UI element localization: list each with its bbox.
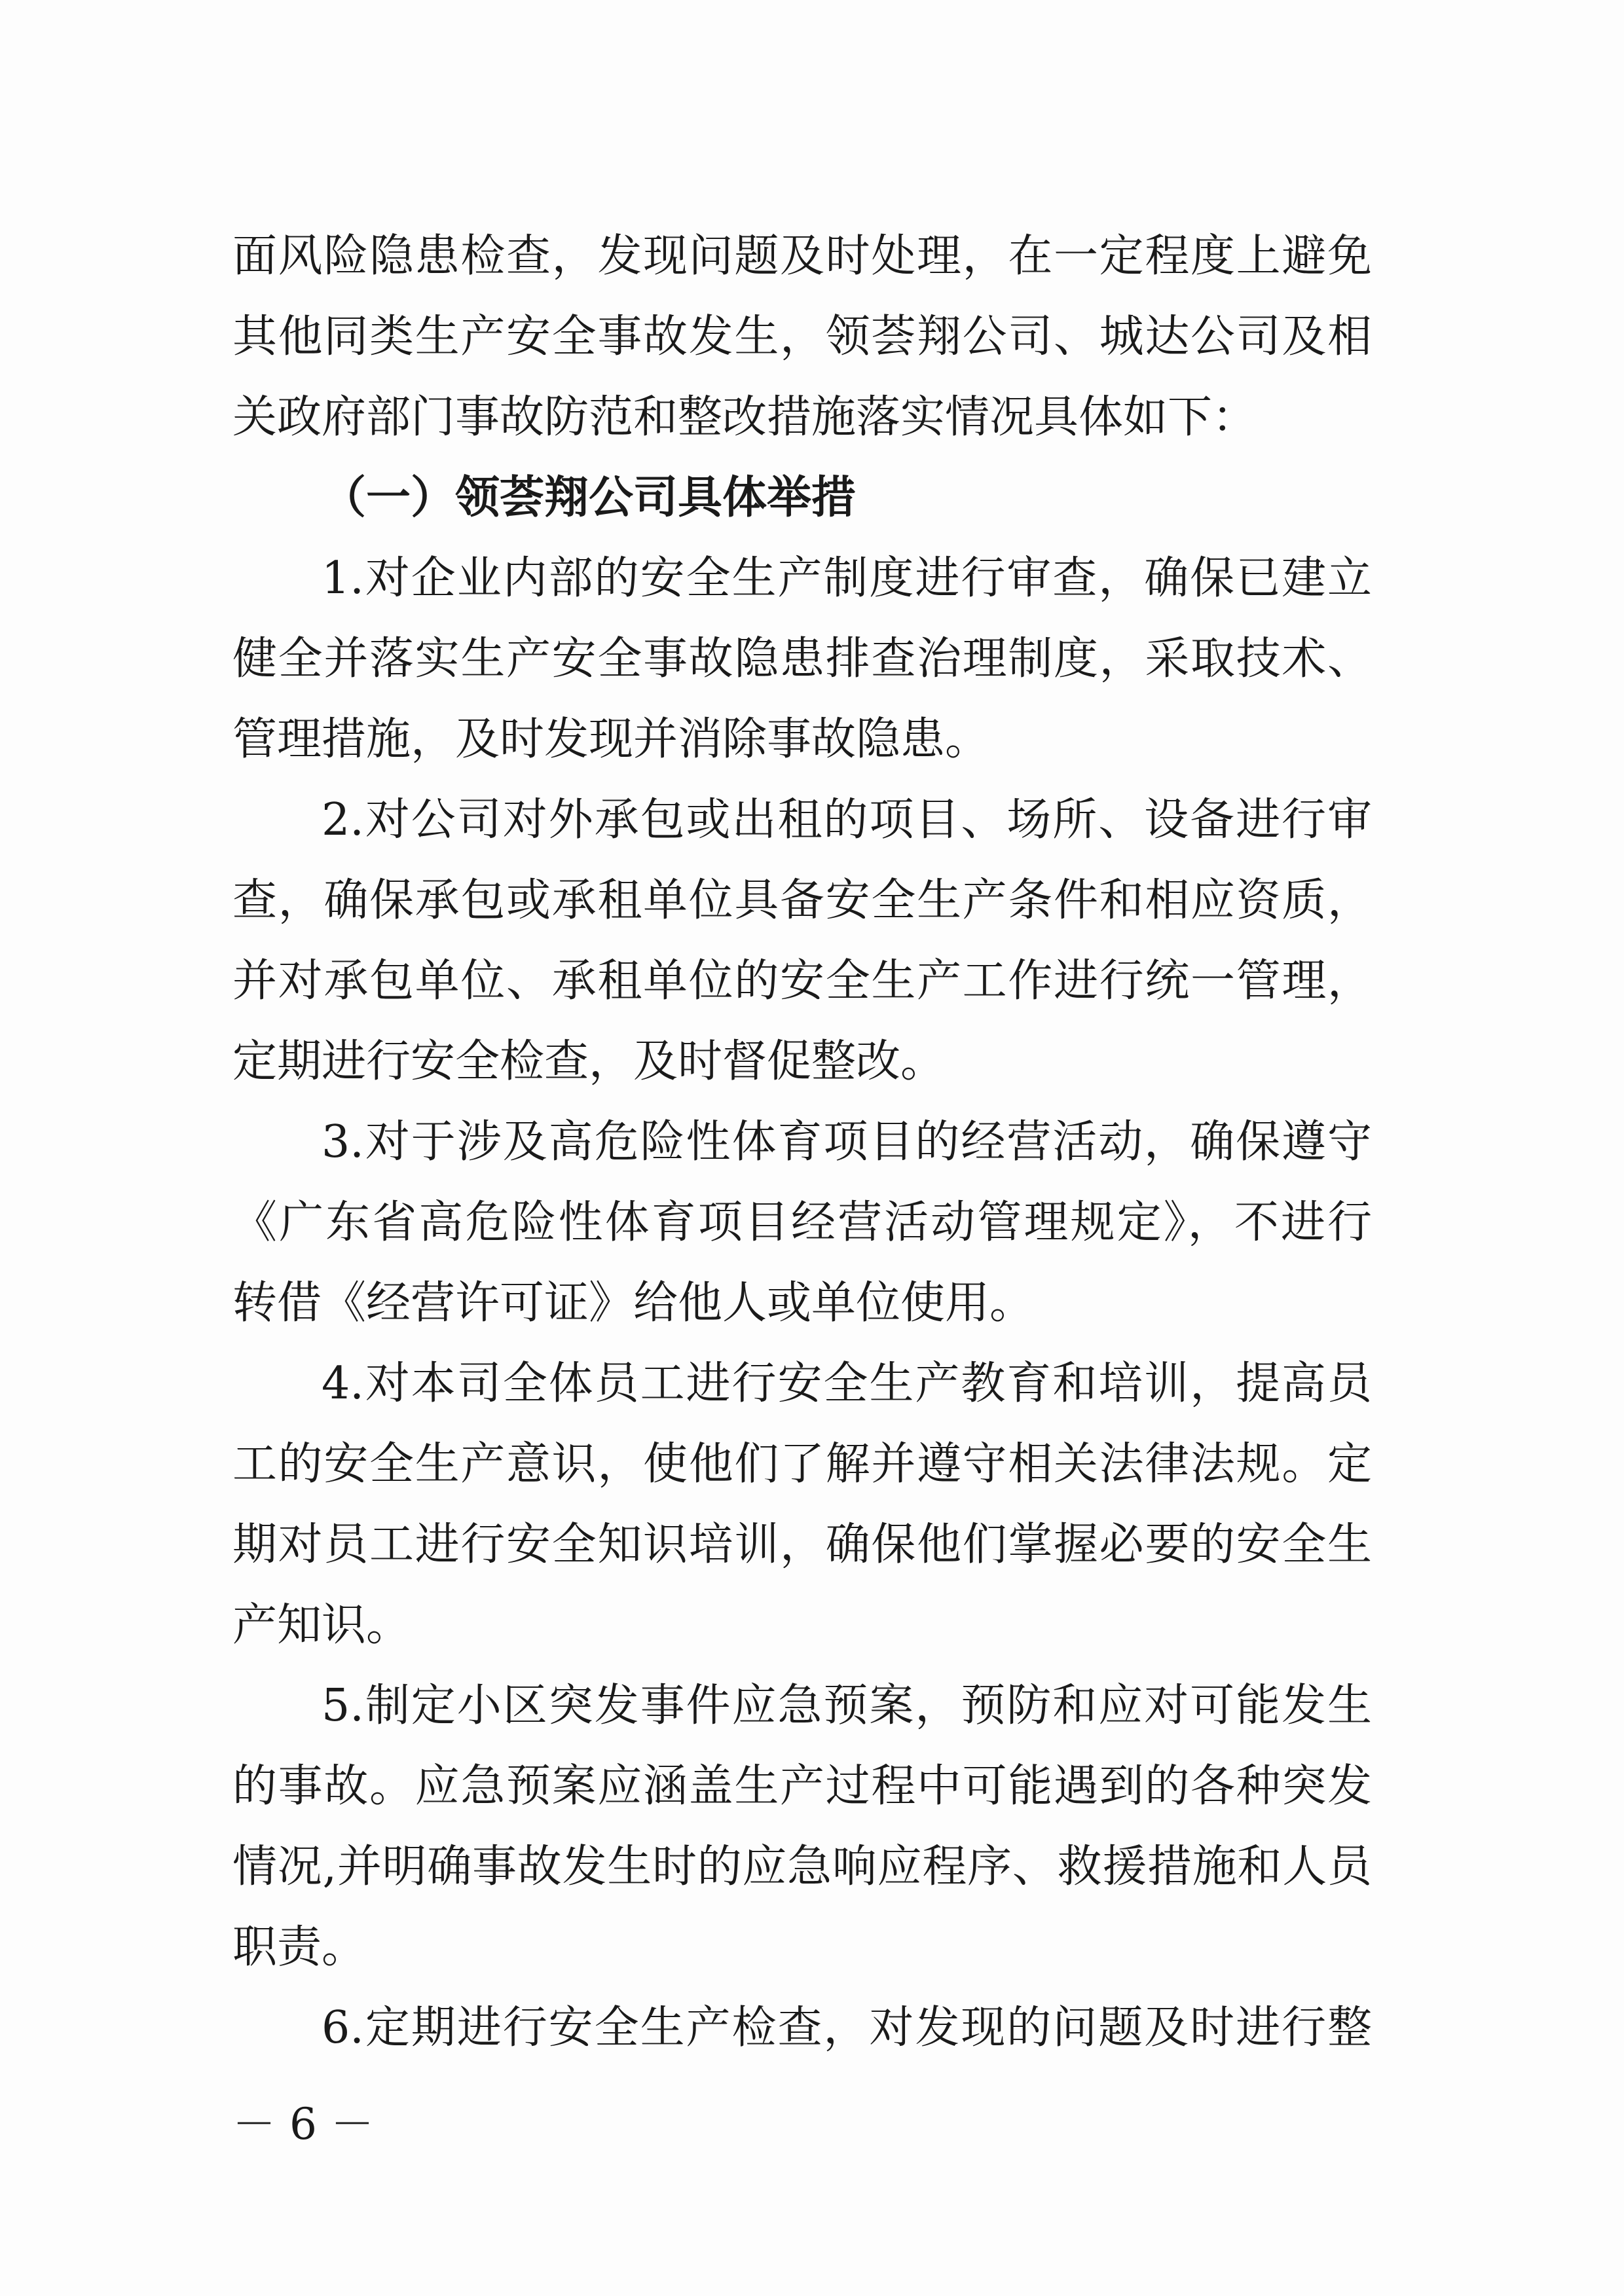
section-heading: （一）领荟翔公司具体举措: [322, 472, 857, 524]
text-line: 其他同类生产安全事故发生，领荟翔公司、城达公司及相: [232, 311, 1372, 363]
list-item-2-line: 查，确保承包或承租单位具备安全生产条件和相应资质，: [232, 875, 1372, 926]
list-item-5-line: 职责。: [232, 1922, 367, 1973]
list-item-2-line: 定期进行安全检查，及时督促整改。: [232, 1036, 946, 1087]
list-item-4-line: 产知识。: [232, 1599, 411, 1651]
list-item-2-line: 并对承包单位、承租单位的安全生产工作进行统一管理，: [232, 955, 1372, 1007]
list-item-1-line: 管理措施，及时发现并消除事故隐患。: [232, 714, 990, 765]
page-number: － 6 －: [232, 2099, 374, 2149]
list-item-4-line: 期对员工进行安全知识培训，确保他们掌握必要的安全生: [232, 1519, 1372, 1571]
list-item-3-line: 转借《经营许可证》给他人或单位使用。: [232, 1277, 1035, 1329]
list-item-1-line: 健全并落实生产安全事故隐患排查治理制度，采取技术、: [232, 633, 1372, 685]
list-item-5-line: 5.制定小区突发事件应急预案，预防和应对可能发生: [322, 1680, 1372, 1732]
text-line: 面风险隐患检查，发现问题及时处理，在一定程度上避免: [232, 230, 1372, 282]
list-item-1-line: 1.对企业内部的安全生产制度进行审查，确保已建立: [322, 553, 1372, 604]
list-item-4-line: 工的安全生产意识，使他们了解并遵守相关法律法规。定: [232, 1438, 1372, 1490]
list-item-6-line: 6.定期进行安全生产检查，对发现的问题及时进行整: [322, 2002, 1372, 2054]
document-body: [232, 216, 1372, 2068]
list-item-3-line: 《广东省高危险性体育项目经营活动管理规定》，不进行: [232, 1197, 1372, 1248]
list-item-3-line: 3.对于涉及高危险性体育项目的经营活动，确保遵守: [322, 1116, 1372, 1168]
list-item-4-line: 4.对本司全体员工进行安全生产教育和培训，提高员: [322, 1358, 1372, 1410]
list-item-5-line: 情况,并明确事故发生时的应急响应程序、救援措施和人员: [232, 1841, 1372, 1893]
list-item-2-line: 2.对公司对外承包或出租的项目、场所、设备进行审: [322, 794, 1372, 846]
list-item-5-line: 的事故。应急预案应涵盖生产过程中可能遇到的各种突发: [232, 1760, 1372, 1812]
text-line: 关政府部门事故防范和整改措施落实情况具体如下：: [232, 392, 1257, 443]
